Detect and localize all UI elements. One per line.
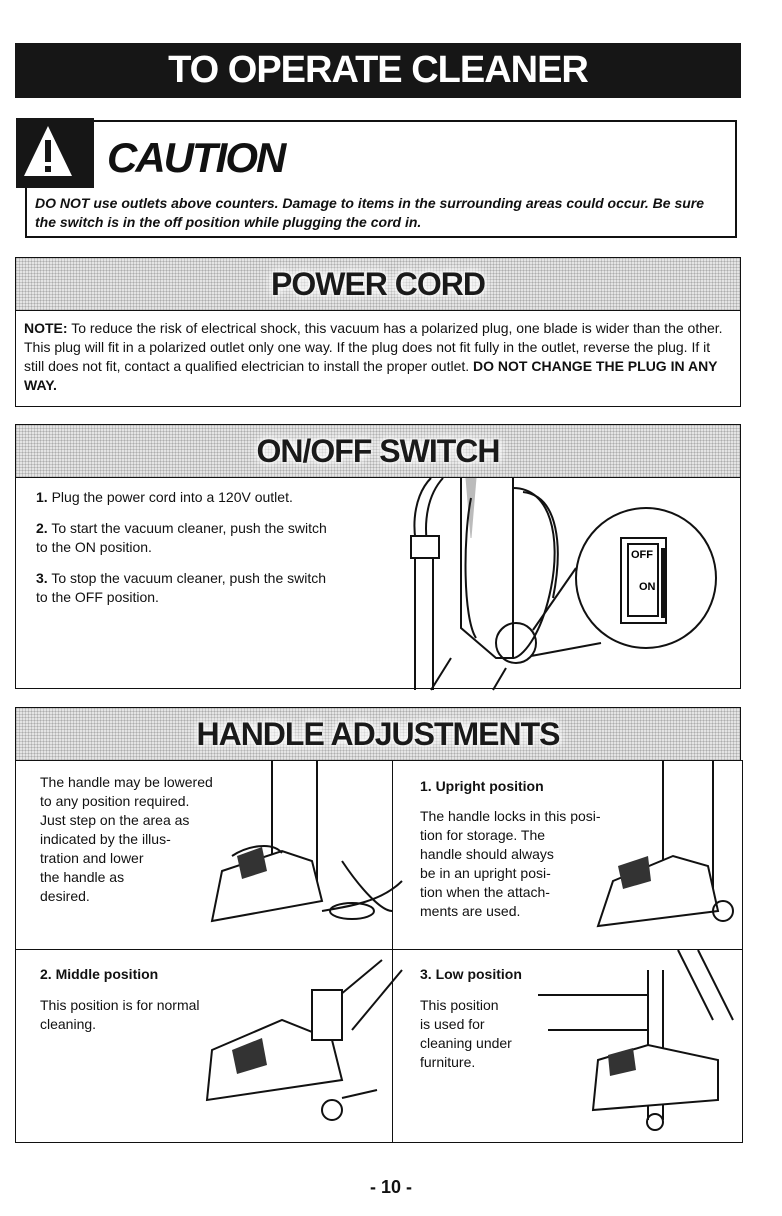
switch-title: ON/OFF SWITCH bbox=[256, 432, 500, 469]
warning-icon bbox=[16, 118, 94, 188]
off-label: OFF bbox=[631, 549, 653, 561]
low-position-illustration bbox=[538, 950, 738, 1142]
switch-step-2: 2. To start the vacuum cleaner, push the switch to the ON position. bbox=[36, 520, 327, 555]
low-position-cell bbox=[393, 950, 742, 1142]
caution-heading: CAUTION bbox=[107, 134, 285, 181]
handle-title: HANDLE ADJUSTMENTS bbox=[196, 715, 560, 752]
page-title-bar bbox=[15, 43, 741, 98]
middle-position-illustration bbox=[202, 950, 392, 1142]
on-label: ON bbox=[639, 581, 656, 593]
caution-text: DO NOT use outlets above counters. Damage to items in the surrounding areas could occur. Be sure the switch is in the off position while plugging the cord in. bbox=[35, 195, 705, 230]
middle-text: This position is for normal cleaning. bbox=[40, 997, 200, 1032]
power-cord-note-box bbox=[15, 310, 741, 407]
upright-title: 1. Upright position bbox=[420, 778, 544, 794]
switch-step-3: 3. To stop the vacuum cleaner, push the switch to the OFF position. bbox=[36, 570, 327, 605]
note-text: To reduce the risk of electrical shock, this vacuum has a polarized plug, one blade is wider than the other. This plug will fit in a polarized outlet only one way. If the plug does not fit fully in the outlet, reverse the plug. If it still does not fit, contact a qualified electrician to install the proper outlet. bbox=[24, 320, 723, 374]
low-text: This position is used for cleaning under furniture. bbox=[420, 997, 512, 1070]
middle-position-cell bbox=[16, 950, 392, 1142]
switch-header bbox=[15, 424, 741, 478]
low-title: 3. Low position bbox=[420, 966, 522, 982]
power-cord-header bbox=[15, 257, 741, 311]
upright-position-cell bbox=[393, 761, 742, 949]
page-title: TO OPERATE CLEANER bbox=[168, 49, 588, 91]
switch-steps bbox=[36, 488, 336, 619]
power-cord-note bbox=[24, 319, 732, 395]
handle-intro-text: The handle may be lowered to any position required. Just step on the area as indicated by the illus- tration and lower the handle as desired. bbox=[40, 774, 213, 904]
vacuum-switch-illustration bbox=[401, 478, 741, 690]
handle-grid bbox=[15, 760, 743, 1143]
switch-box bbox=[15, 477, 741, 689]
caution-box bbox=[25, 120, 737, 238]
switch-step-1: 1. Plug the power cord into a 120V outlet. bbox=[36, 489, 293, 505]
note-label: NOTE: bbox=[24, 320, 68, 336]
handle-intro-cell bbox=[16, 761, 392, 949]
handle-header bbox=[15, 707, 741, 761]
upright-text: The handle locks in this posi- tion for storage. The handle should always be in an upright posi- tion when the attach- ments are used. bbox=[420, 808, 601, 919]
power-cord-title: POWER CORD bbox=[271, 265, 485, 302]
middle-title: 2. Middle position bbox=[40, 966, 159, 982]
page-number: - 10 - bbox=[369, 1177, 412, 1197]
upright-position-illustration bbox=[593, 761, 743, 949]
foot-pedal-illustration bbox=[192, 761, 392, 949]
note-emphasis: DO NOT CHANGE THE PLUG IN ANY WAY. bbox=[24, 358, 718, 393]
